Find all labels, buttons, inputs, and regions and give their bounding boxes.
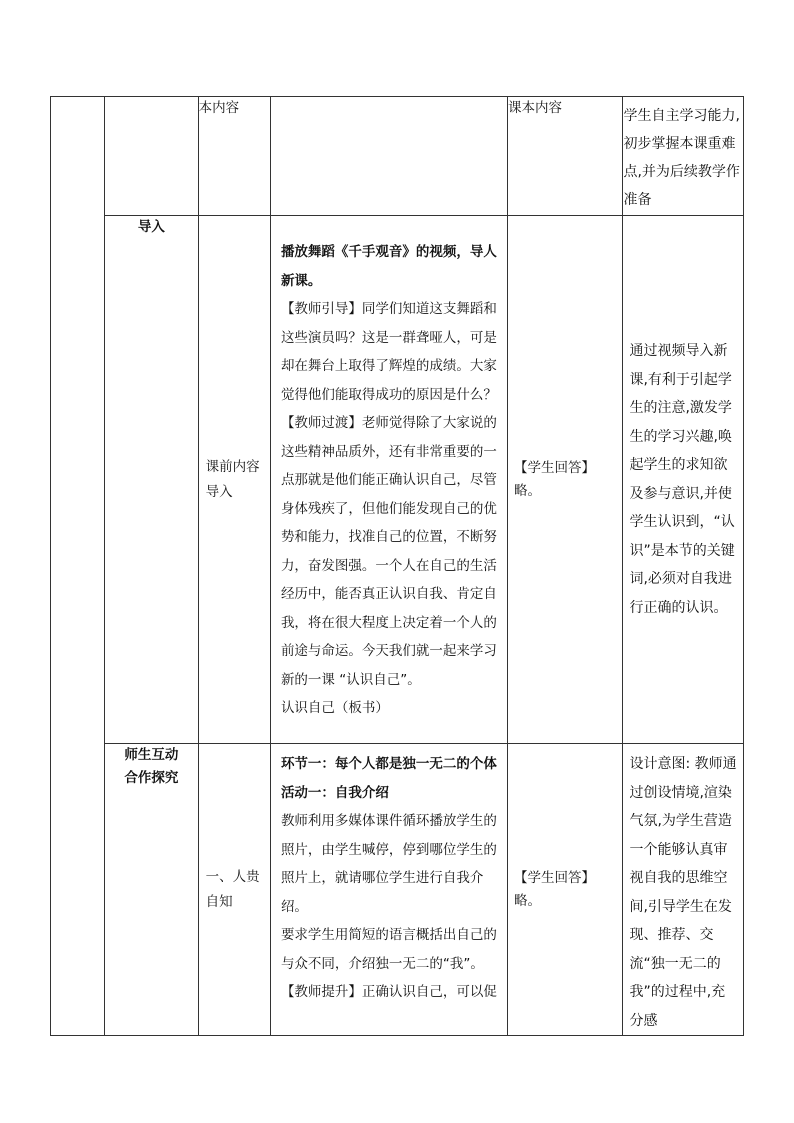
student-activity-text: 【学生回答】略。 [513, 459, 595, 499]
sub-step-cell [198, 216, 270, 744]
design-intent-cell [623, 97, 744, 216]
design-intent-cell [623, 216, 744, 744]
activity-heading: 活动一：自我介绍 [280, 784, 389, 801]
table-row [51, 97, 744, 216]
activity-paragraph: 教师利用多媒体课件循环播放学生的照片，由学生喊停，停到哪位学生的照片上，就请哪位学生进行自我介绍。 [280, 813, 497, 915]
teacher-activity-cell [270, 216, 507, 744]
lesson-plan-table [50, 96, 744, 1036]
stage-cell [105, 216, 198, 744]
stage-cell [105, 744, 198, 1036]
student-activity-text: 【学生回答】略。 [513, 869, 595, 909]
sub-step-label: 一、人贵自知 [205, 868, 260, 910]
design-intent-text: 设计意图: 教师通过创设情境,渲染气氛,为学生营造一个能够认真审视自我的思维空间,引导学生在发现、推荐、交流“独一无二的我”的过程中,充分感 [629, 756, 737, 1029]
stage-label-line: 合作探究 [124, 770, 179, 786]
design-intent-text: 通过视频导入新课,有利于引起学生的注意,激发学生的学习兴趣,唤起学生的求知欲及参与意识,并使学生认识到，“认识”是本节的关键词,必须对自我进行正确的认识。 [629, 343, 735, 616]
stage-label: 导入 [137, 219, 165, 235]
activity-paragraph: 【教师过渡】老师觉得除了大家说的这些精神品质外，还有非常重要的一点那就是他们能正确认识自己，尽管身体残疾了，但他们能发现自己的优势和能力，找准自己的位置，不断努力，奋发图强。一个人在自己的生活经历中，能否真正认识自我、肯定自我，将在很大程度上决定着一个人的前途与命运。今天我们就一起来学习新的一课 “认识自己”。 [280, 415, 497, 688]
student-activity-text: 课本内容 [507, 100, 562, 116]
design-intent-text: 学生自主学习能力,初步掌握本课重难点,并为后续教学作准备 [623, 108, 740, 208]
activity-paragraph: 要求学生用简短的语言概括出自己的与众不同，介绍独一无二的“我”。 [280, 927, 497, 972]
activity-paragraph: 认识自己（板书） [280, 700, 389, 716]
content-label: 本内容 [198, 100, 240, 116]
sub-step-cell [198, 97, 270, 216]
activity-paragraph: 【教师提升】正确认识自己，可以促 [280, 984, 497, 1000]
design-intent-cell [623, 744, 744, 1036]
activity-heading: 播放舞蹈《千手观音》的视频，导人新课。 [280, 244, 497, 289]
stage-label-line: 师生互动 [124, 747, 179, 763]
teacher-activity-cell [270, 744, 507, 1036]
activity-heading: 环节一：每个人都是独一无二的个体 [280, 756, 497, 772]
margin-column-cell [51, 97, 105, 1036]
sub-step-label: 课前内容导入 [205, 458, 260, 500]
sub-step-cell [198, 744, 270, 1036]
student-activity-cell [507, 744, 623, 1036]
student-activity-cell [507, 216, 623, 744]
table-row [51, 744, 744, 1036]
activity-paragraph: 【教师引导】同学们知道这支舞蹈和这些演员吗？这是一群聋哑人，可是却在舞台上取得了辉煌的成绩。大家觉得他们能取得成功的原因是什么？ [280, 301, 497, 403]
stage-cell [105, 97, 198, 216]
table-row [51, 216, 744, 744]
student-activity-cell [507, 97, 623, 216]
teacher-activity-cell [270, 97, 507, 216]
